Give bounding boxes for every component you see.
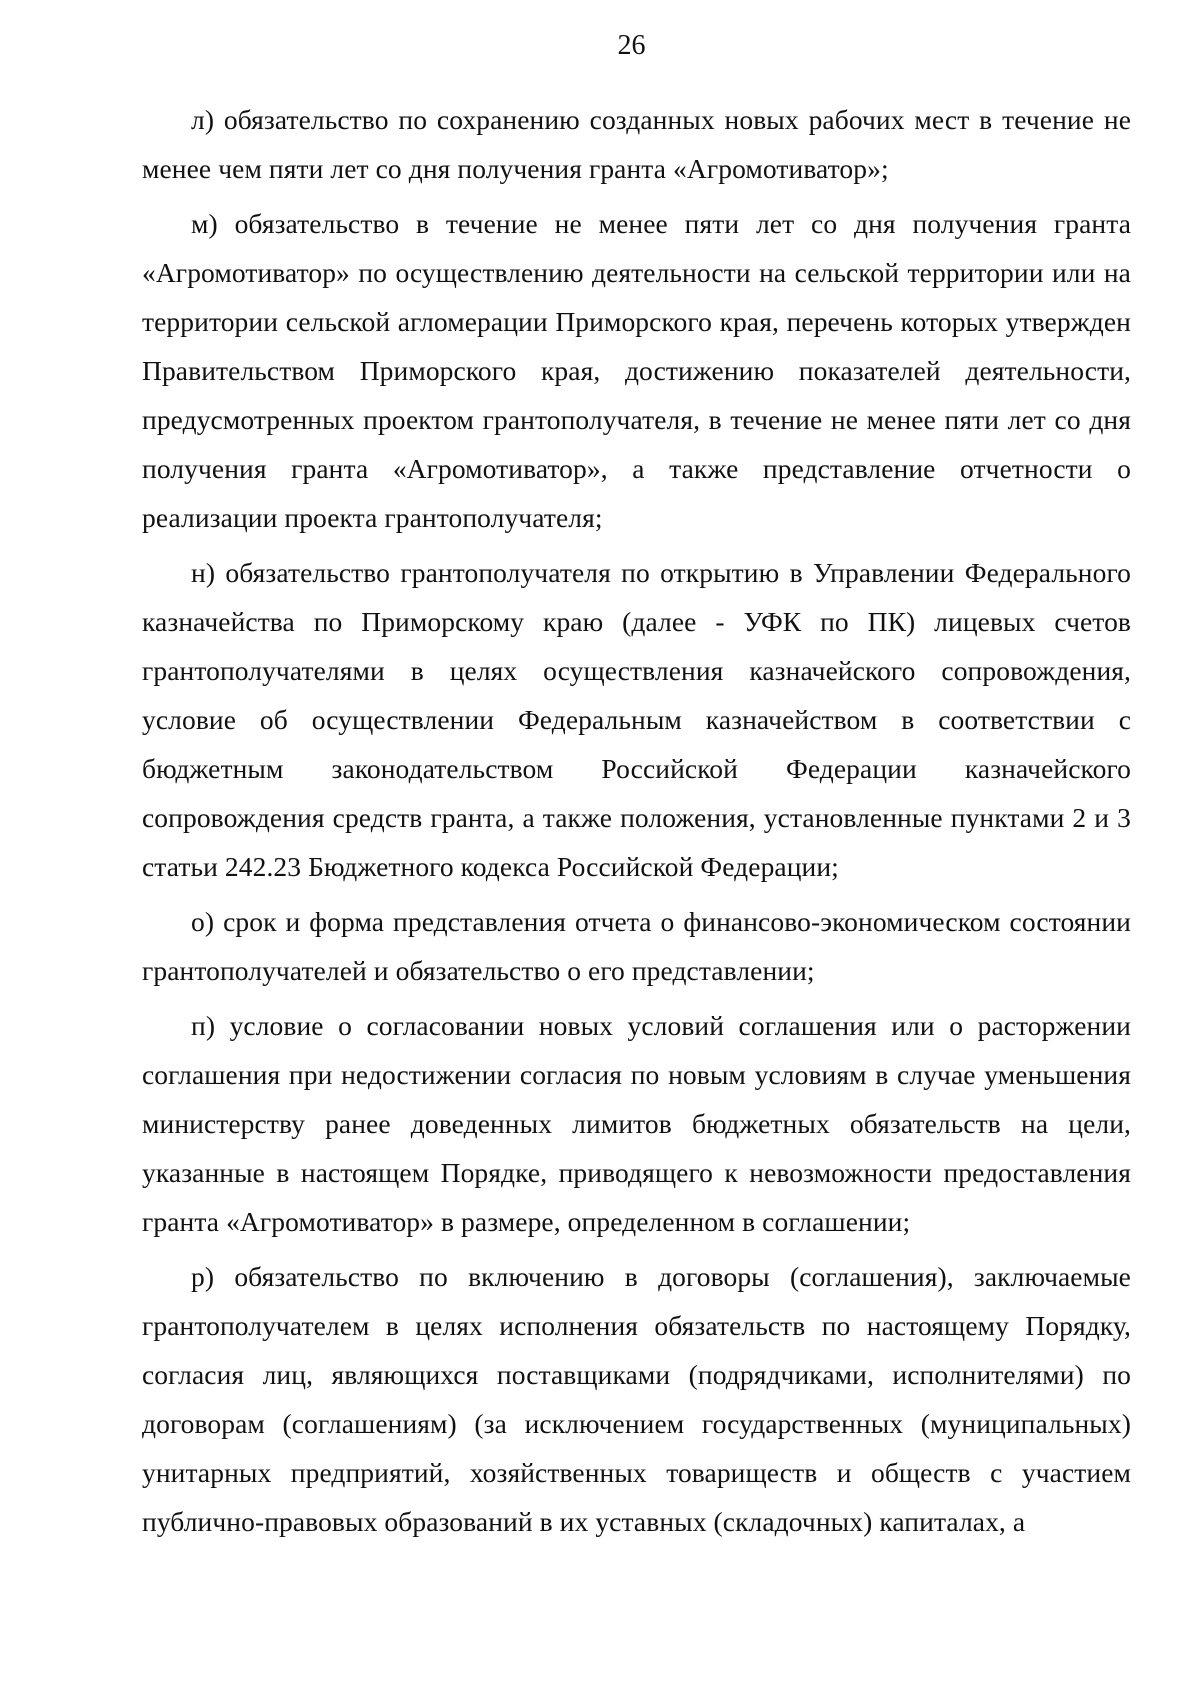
paragraph-o: о) срок и форма представления отчета о финансово-экономическом состоянии грантополучателей и обязательство о его представлении; [142, 906, 1131, 986]
document-body [142, 95, 1131, 1552]
paragraph-r: р) обязательство по включению в договоры (соглашения), заключаемые грантополучателем в целях исполнения обязательств по настоящему Порядку, согласия лиц, являющихся поставщиками (подрядчиками, исполнителями) по договорам (соглашениям) (за исключением государственных (муниципальных) унитарных предприятий, хозяйственных товариществ и обществ с участием публично-правовых образований в их уставных (складочных) капиталах, а [142, 1261, 1131, 1537]
paragraph-n: н) обязательство грантополучателя по открытию в Управлении Федерального казначейства по Приморскому краю (далее - УФК по ПК) лицевых счетов грантополучателями в целях осуществления казначейского сопровождения, условие об осуществлении Федеральным казначейством в соответствии с бюджетным законодательством Российской Федерации казначейского сопровождения средств гранта, а также положения, установленные пунктами 2 и 3 статьи 242.23 Бюджетного кодекса Российской Федерации; [142, 557, 1131, 882]
paragraph-m: м) обязательство в течение не менее пяти лет со дня получения гранта «Агромотиватор» по осуществлению деятельности на сельской территории или на территории сельской агломерации Приморского края, перечень которых утвержден Правительством Приморского края, достижению показателей деятельности, предусмотренных проектом грантополучателя, в течение не менее пяти лет со дня получения гранта «Агромотиватор», а также представление отчетности о реализации проекта грантополучателя; [142, 208, 1131, 533]
paragraph-l: л) обязательство по сохранению созданных новых рабочих мест в течение не менее чем пяти лет со дня получения гранта «Агромотиватор»; [142, 104, 1131, 184]
paragraph-p: п) условие о согласовании новых условий соглашения или о расторжении соглашения при недостижении согласия по новым условиям в случае уменьшения министерству ранее доведенных лимитов бюджетных обязательств на цели, указанные в настоящем Порядке, приводящего к невозможности предоставления гранта «Агромотиватор» в размере, определенном в соглашении; [142, 1010, 1131, 1237]
page-number: 26 [617, 30, 646, 61]
